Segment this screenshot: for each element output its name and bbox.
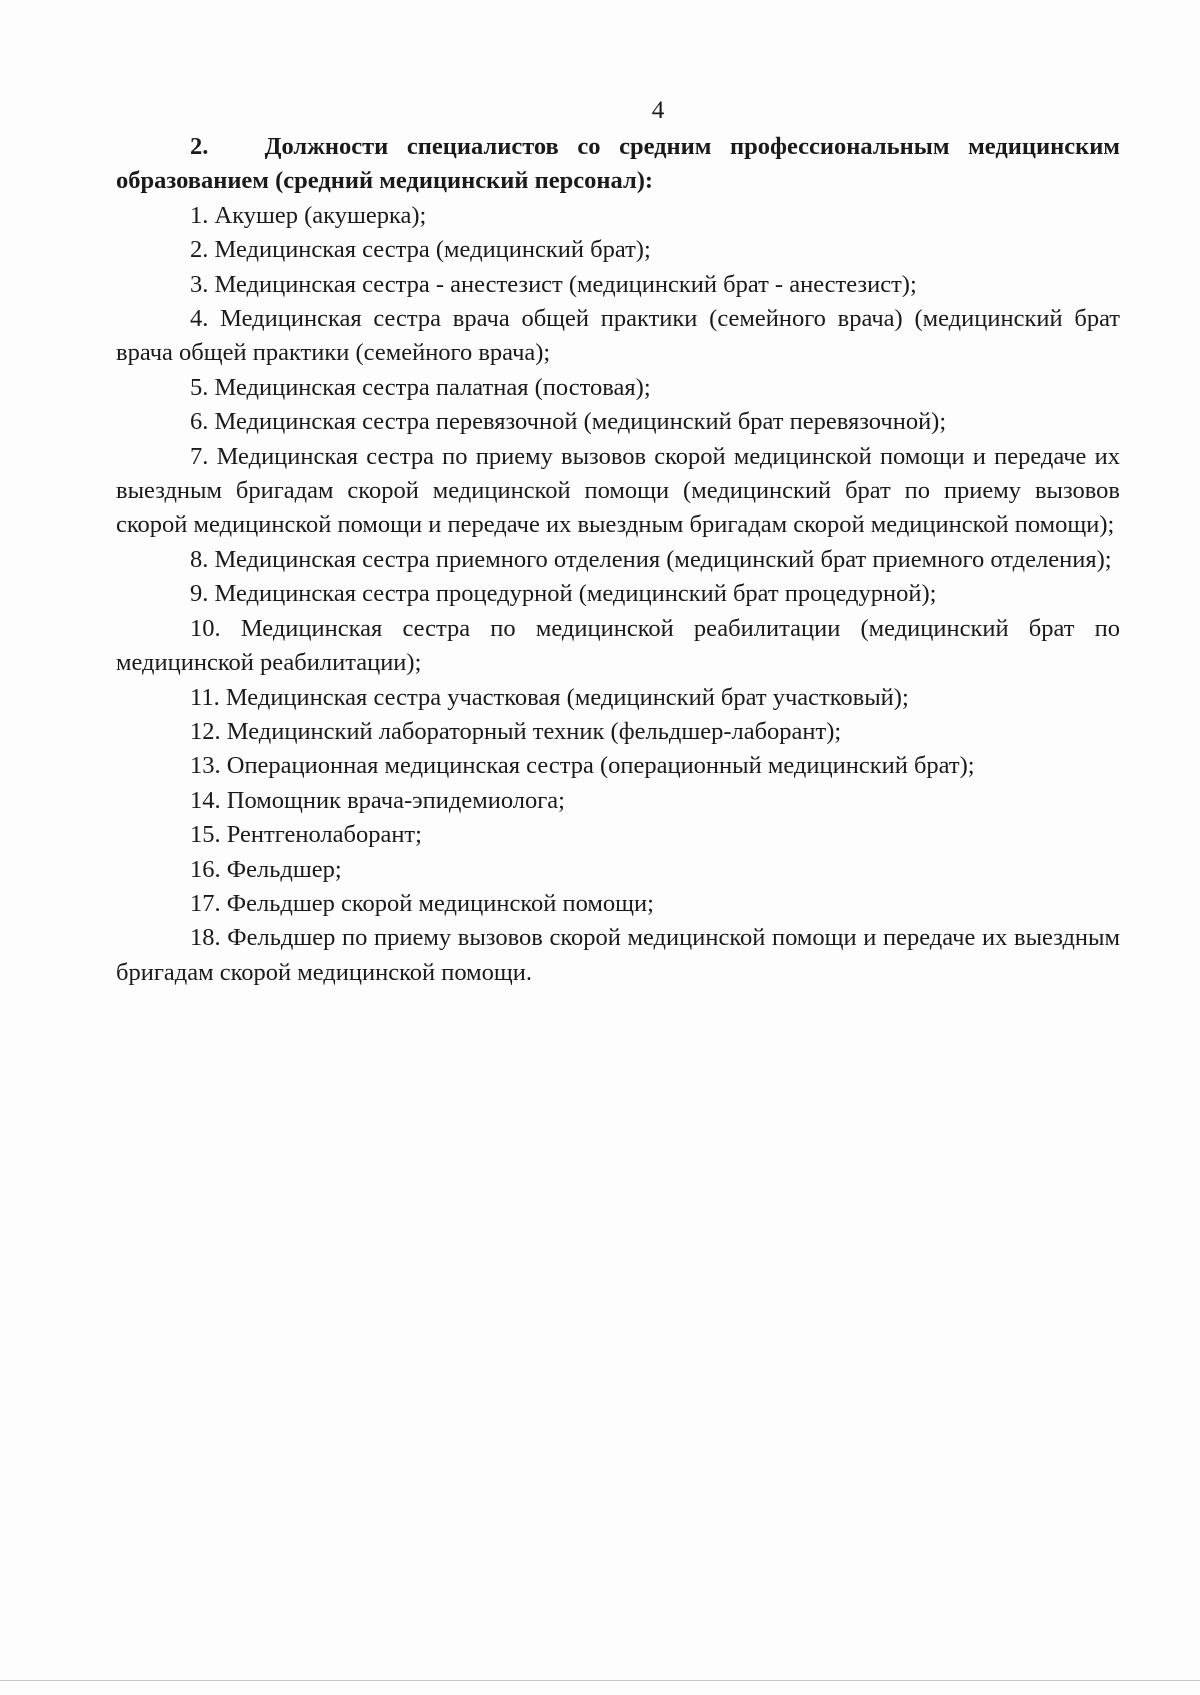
list-item bbox=[116, 268, 1120, 302]
item-text: Медицинская сестра процедурной (медицинский брат процедурной); bbox=[214, 580, 937, 608]
list-item bbox=[116, 853, 1120, 887]
list-item bbox=[116, 577, 1120, 611]
item-text: Медицинская сестра палатная (постовая); bbox=[214, 373, 651, 401]
page-number: 4 bbox=[651, 97, 665, 124]
section-heading bbox=[116, 130, 1120, 199]
item-text: Медицинская сестра по медицинской реабилитации (медицинский брат по медицинской реабилитации); bbox=[116, 614, 1121, 677]
item-text: Медицинская сестра - анестезист (медицинский брат - анестезист); bbox=[214, 270, 917, 298]
item-number: 5. bbox=[190, 373, 209, 401]
item-number: 7. bbox=[190, 442, 209, 470]
item-number: 12. bbox=[190, 717, 221, 745]
bottom-scan-line bbox=[0, 1680, 1200, 1681]
list-item bbox=[116, 371, 1120, 405]
item-text: Фельдшер; bbox=[226, 855, 342, 883]
item-text: Медицинская сестра приемного отделения (медицинский брат приемного отделения); bbox=[214, 545, 1112, 573]
item-number: 16. bbox=[190, 855, 221, 883]
list-item bbox=[116, 818, 1120, 852]
item-number: 8. bbox=[190, 545, 209, 573]
item-number: 1. bbox=[190, 201, 209, 229]
list-item bbox=[116, 715, 1120, 749]
item-text: Фельдшер скорой медицинской помощи; bbox=[226, 889, 654, 917]
item-number: 15. bbox=[190, 821, 221, 849]
section-number: 2. bbox=[190, 133, 209, 160]
item-text: Медицинский лабораторный техник (фельдшер-лаборант); bbox=[226, 717, 842, 745]
item-number: 3. bbox=[190, 270, 209, 298]
section-title: Должности специалистов со средним профессиональным медицинским образованием (средний медицинский персонал): bbox=[116, 133, 1120, 195]
item-number: 18. bbox=[190, 924, 221, 952]
list-item bbox=[116, 749, 1120, 783]
item-text: Акушер (акушерка); bbox=[214, 201, 427, 229]
item-number: 2. bbox=[190, 236, 209, 264]
item-text: Медицинская сестра по приему вызовов скорой медицинской помощи и передаче их выездным бригадам скорой медицинской помощи (медицинский брат по приему вызовов скорой медицинской помощи и передаче их выездным бригадам скорой медицинской помощи); bbox=[116, 442, 1121, 539]
list-item bbox=[116, 199, 1120, 233]
list-item bbox=[116, 784, 1120, 818]
item-text: Помощник врача-эпидемиолога; bbox=[226, 786, 565, 814]
item-text: Рентгенолаборант; bbox=[226, 821, 422, 849]
document-body bbox=[116, 130, 1120, 990]
list-item bbox=[116, 612, 1120, 681]
item-number: 11. bbox=[190, 683, 220, 711]
item-text: Медицинская сестра (медицинский брат); bbox=[214, 236, 651, 264]
item-number: 6. bbox=[190, 408, 209, 436]
list-item bbox=[116, 543, 1120, 577]
list-item bbox=[116, 405, 1120, 439]
item-number: 10. bbox=[190, 614, 221, 642]
item-number: 9. bbox=[190, 580, 209, 608]
list-item bbox=[116, 233, 1120, 267]
item-text: Медицинская сестра участковая (медицинский брат участковый); bbox=[225, 683, 909, 711]
item-number: 13. bbox=[190, 752, 221, 780]
list-item bbox=[116, 681, 1120, 715]
list-item bbox=[116, 921, 1120, 990]
item-text: Медицинская сестра врача общей практики (семейного врача) (медицинский брат врача общей практики (семейного врача); bbox=[116, 305, 1121, 367]
item-number: 4. bbox=[190, 305, 209, 333]
list-item bbox=[116, 440, 1120, 543]
list-item bbox=[116, 302, 1120, 371]
item-text: Медицинская сестра перевязочной (медицинский брат перевязочной); bbox=[214, 408, 947, 436]
item-number: 14. bbox=[190, 786, 221, 814]
item-number: 17. bbox=[190, 889, 221, 917]
item-text: Фельдшер по приему вызовов скорой медицинской помощи и передаче их выездным бригадам скорой медицинской помощи. bbox=[116, 924, 1120, 986]
item-text: Операционная медицинская сестра (операционный медицинский брат); bbox=[226, 752, 975, 780]
list-item bbox=[116, 887, 1120, 921]
